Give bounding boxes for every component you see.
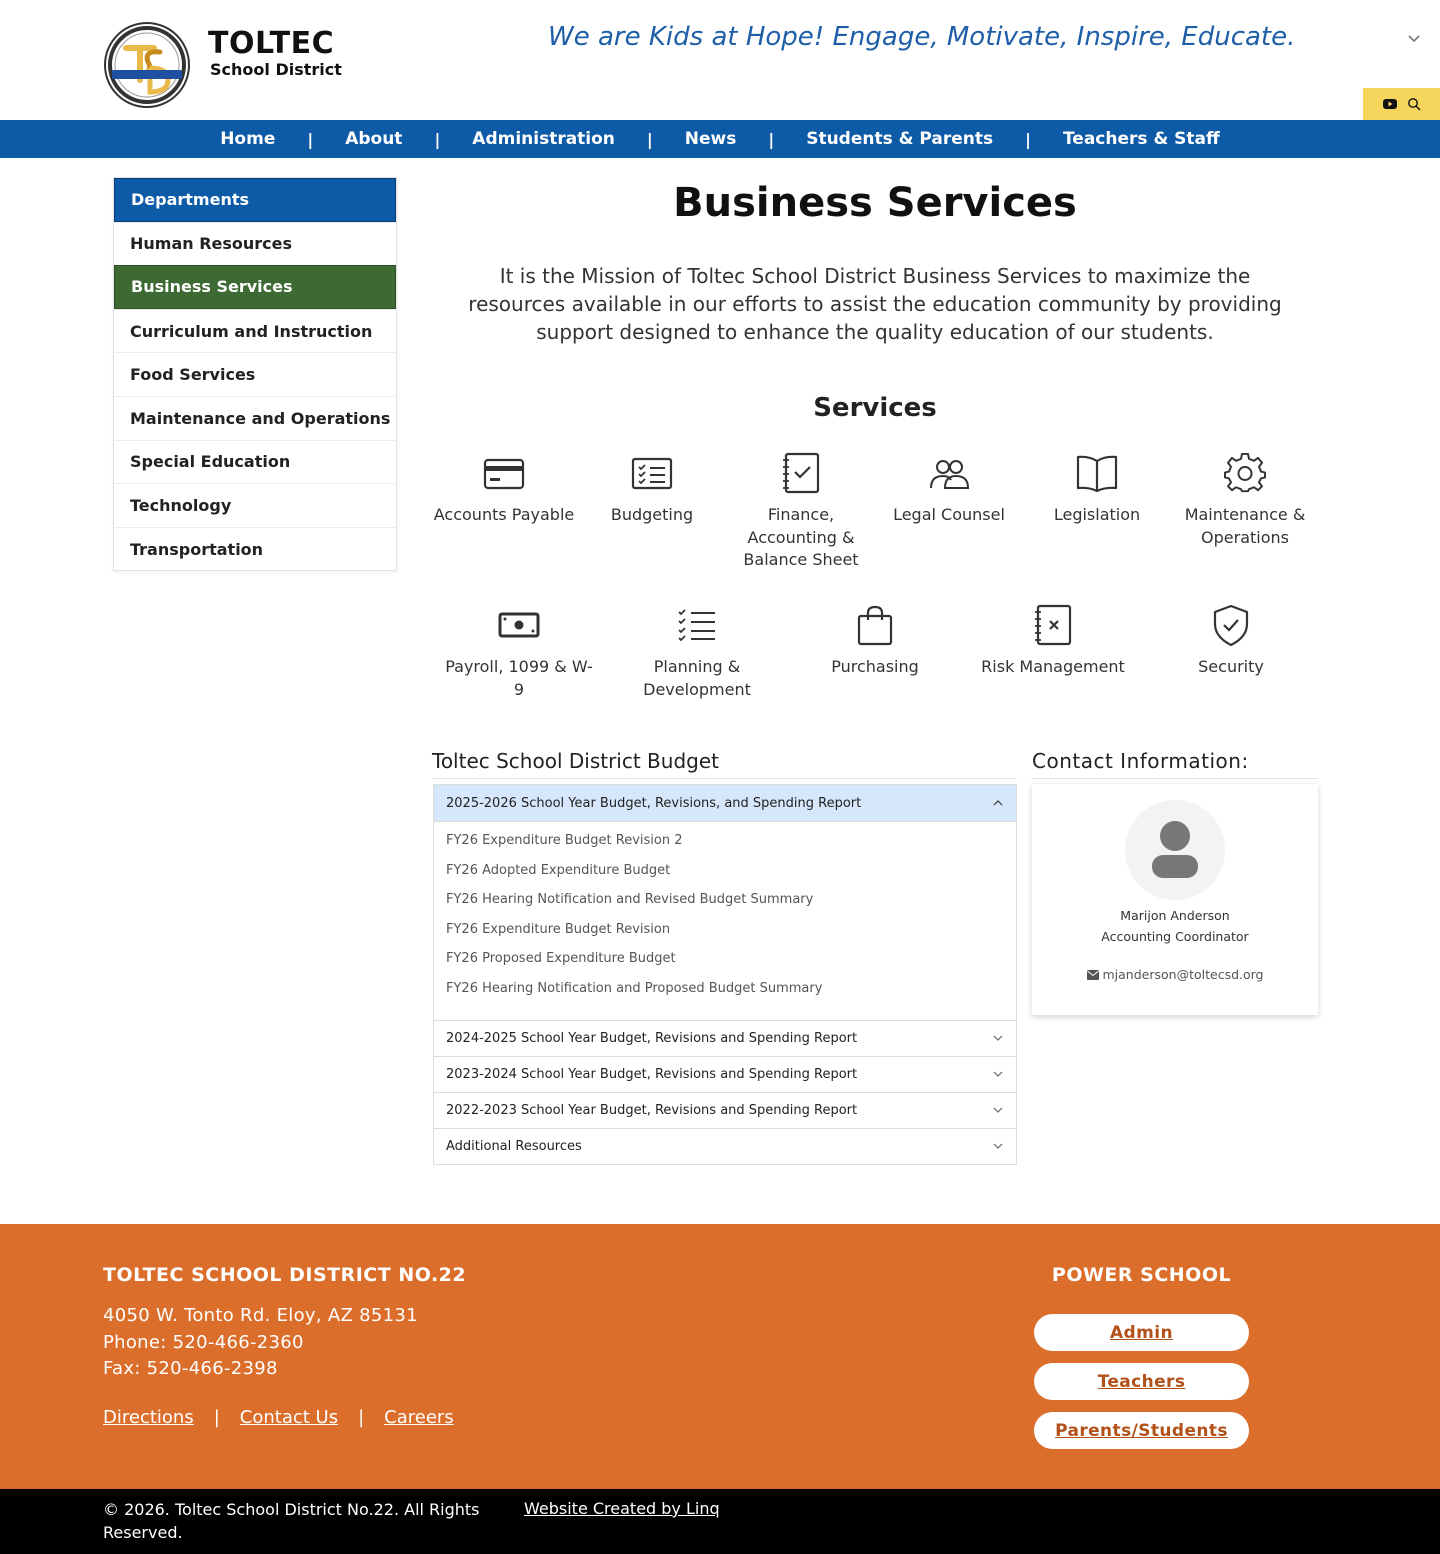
footer-heading: TOLTEC SCHOOL DISTRICT NO.22: [103, 1264, 467, 1286]
open-book-icon: [1076, 452, 1118, 494]
footer-address: 4050 W. Tonto Rd. Eloy, AZ 85131: [103, 1305, 418, 1326]
budget-heading: Toltec School District Budget: [432, 749, 719, 773]
service-accounts-payable[interactable]: [429, 452, 579, 527]
mission-statement: It is the Mission of Toltec School District Business Services to maximize the resources available in our efforts to assist the education community by providing support designed to enhance the quality education of our students.: [468, 264, 1282, 344]
power-school-teachers-button[interactable]: Teachers: [1034, 1363, 1249, 1400]
service-label: Legal Counsel: [893, 505, 1005, 524]
chevron-up-icon: [992, 797, 1004, 809]
nav-separator: |: [768, 129, 775, 149]
budget-document-link[interactable]: FY26 Expenditure Budget Revision: [446, 921, 671, 937]
nav-about[interactable]: About: [345, 129, 403, 149]
link-separator: |: [358, 1407, 365, 1428]
service-legislation[interactable]: [1022, 452, 1172, 527]
nav-home[interactable]: Home: [220, 129, 276, 149]
sidebar-item-transportation[interactable]: Transportation: [114, 527, 396, 571]
service-label: Payroll, 1099 & W-9: [445, 657, 593, 699]
service-payroll[interactable]: [444, 604, 594, 701]
link-separator: |: [213, 1407, 220, 1428]
nav-separator: |: [434, 129, 441, 149]
sidebar-item-business-services[interactable]: Business Services: [114, 265, 396, 309]
contact-name: Marijon Anderson: [1120, 908, 1230, 923]
bottom-bar: [0, 1489, 1440, 1554]
service-risk-management[interactable]: [978, 604, 1128, 679]
nav-separator: |: [1025, 129, 1031, 149]
accordion-title: 2022-2023 School Year Budget, Revisions and Spending Report: [446, 1102, 858, 1118]
accordion-header[interactable]: [434, 1128, 1016, 1164]
brand-name: TOLTEC: [208, 26, 335, 61]
budget-document-link[interactable]: FY26 Proposed Expenditure Budget: [446, 951, 676, 967]
divider: [432, 778, 1017, 779]
service-label: Finance, Accounting & Balance Sheet: [743, 505, 859, 569]
contact-email[interactable]: [1032, 967, 1318, 982]
cash-icon: [498, 604, 540, 646]
checklist-card-icon: [631, 452, 673, 494]
power-school-admin-button[interactable]: Admin: [1034, 1314, 1249, 1351]
people-icon: [928, 452, 970, 494]
sidebar-item-curriculum[interactable]: Curriculum and Instruction: [114, 309, 396, 353]
nav-students-parents[interactable]: Students & Parents: [806, 129, 994, 149]
service-maintenance-operations[interactable]: [1170, 452, 1320, 549]
avatar: [1125, 800, 1225, 900]
budget-document-link[interactable]: FY26 Hearing Notification and Revised Budget Summary: [446, 892, 814, 908]
brand-subtitle: School District: [210, 60, 342, 79]
nav-teachers-staff[interactable]: Teachers & Staff: [1062, 129, 1220, 149]
power-school-heading: POWER SCHOOL: [1051, 1264, 1232, 1286]
service-budgeting[interactable]: [577, 452, 727, 527]
nav-separator: |: [307, 129, 314, 149]
notebook-check-icon: [780, 452, 822, 494]
credit-link[interactable]: Website Created by Linq: [524, 1499, 720, 1518]
sidebar-item-maintenance[interactable]: Maintenance and Operations: [114, 396, 396, 440]
directions-link[interactable]: Directions: [103, 1407, 194, 1428]
youtube-icon[interactable]: [1383, 99, 1397, 109]
sidebar-item-human-resources[interactable]: Human Resources: [114, 222, 396, 266]
notebook-x-icon: [1032, 604, 1074, 646]
nav-administration[interactable]: Administration: [472, 129, 615, 149]
chevron-down-icon: [992, 1104, 1004, 1116]
sidebar-item-departments[interactable]: Departments: [114, 178, 396, 222]
contact-role: Accounting Coordinator: [1101, 929, 1249, 944]
contact-us-link[interactable]: Contact Us: [239, 1407, 339, 1428]
accordion-title: 2024-2025 School Year Budget, Revisions and Spending Report: [446, 1030, 858, 1046]
sidebar-item-special-education[interactable]: Special Education: [114, 440, 396, 484]
service-label: Purchasing: [831, 657, 919, 676]
budget-document-link[interactable]: FY26 Adopted Expenditure Budget: [446, 862, 671, 878]
accordion-header[interactable]: [434, 785, 1016, 821]
chevron-down-icon: [992, 1032, 1004, 1044]
accordion-title: Additional Resources: [446, 1138, 582, 1154]
accordion-header[interactable]: [434, 1056, 1016, 1092]
list-check-icon: [676, 604, 718, 646]
chevron-down-icon: [992, 1140, 1004, 1152]
budget-document-link[interactable]: FY26 Hearing Notification and Proposed Budget Summary: [446, 980, 823, 996]
nav-separator: |: [646, 129, 653, 149]
shield-check-icon: [1210, 604, 1252, 646]
service-label: Security: [1198, 657, 1264, 676]
budget-accordion: [433, 784, 1017, 1165]
district-logo[interactable]: [104, 22, 190, 108]
service-planning-development[interactable]: [622, 604, 772, 701]
accordion-title: 2023-2024 School Year Budget, Revisions and Spending Report: [446, 1066, 858, 1082]
service-legal-counsel[interactable]: [874, 452, 1024, 527]
service-label: Budgeting: [610, 505, 694, 524]
service-label: Accounts Payable: [433, 505, 575, 524]
site-footer: [0, 1224, 1440, 1489]
service-purchasing[interactable]: [800, 604, 950, 679]
sidebar-item-food-services[interactable]: Food Services: [114, 352, 396, 396]
service-finance[interactable]: [726, 452, 876, 572]
accordion-body: [434, 821, 1016, 1020]
service-label: Planning & Development: [643, 657, 751, 699]
contact-heading: Contact Information:: [1032, 749, 1249, 773]
envelope-icon: [1087, 970, 1099, 980]
department-sidebar: [113, 177, 397, 571]
service-label: Legislation: [1053, 505, 1141, 524]
page-title: Business Services: [673, 180, 1077, 226]
copyright: © 2026. Toltec School District No.22. All Rights Reserved.: [103, 1500, 480, 1542]
chevron-down-icon[interactable]: [1406, 30, 1422, 46]
utility-bar: [1363, 88, 1440, 120]
accordion-header[interactable]: [434, 1092, 1016, 1128]
accordion-title: 2025-2026 School Year Budget, Revisions, and Spending Report: [446, 795, 862, 811]
power-school-parents-students-button[interactable]: Parents/Students: [1034, 1412, 1249, 1449]
nav-news[interactable]: News: [684, 129, 737, 149]
chevron-down-icon: [992, 1068, 1004, 1080]
footer-links: [103, 1407, 454, 1428]
accordion-header[interactable]: [434, 1020, 1016, 1056]
gear-icon: [1224, 452, 1266, 494]
credit-card-icon: [483, 452, 525, 494]
search-icon[interactable]: [1407, 97, 1421, 111]
careers-link[interactable]: Careers: [384, 1407, 454, 1428]
footer-phone: Phone: 520-466-2360: [103, 1332, 304, 1353]
shopping-bag-icon: [854, 604, 896, 646]
service-label: Maintenance & Operations: [1184, 505, 1306, 547]
footer-fax: Fax: 520-466-2398: [103, 1358, 278, 1379]
main-nav: [0, 120, 1440, 158]
divider: [1032, 778, 1318, 779]
services-heading: Services: [813, 393, 937, 423]
user-icon: [1125, 800, 1225, 900]
site-header: [0, 0, 1440, 120]
contact-email-text: mjanderson@toltecsd.org: [1102, 967, 1264, 982]
service-label: Risk Management: [981, 657, 1125, 676]
service-security[interactable]: [1156, 604, 1306, 679]
sidebar-item-technology[interactable]: Technology: [114, 483, 396, 527]
tagline: We are Kids at Hope! Engage, Motivate, Inspire, Educate.: [548, 22, 1296, 52]
budget-document-link[interactable]: FY26 Expenditure Budget Revision 2: [446, 833, 683, 848]
contact-card: [1032, 784, 1318, 1015]
